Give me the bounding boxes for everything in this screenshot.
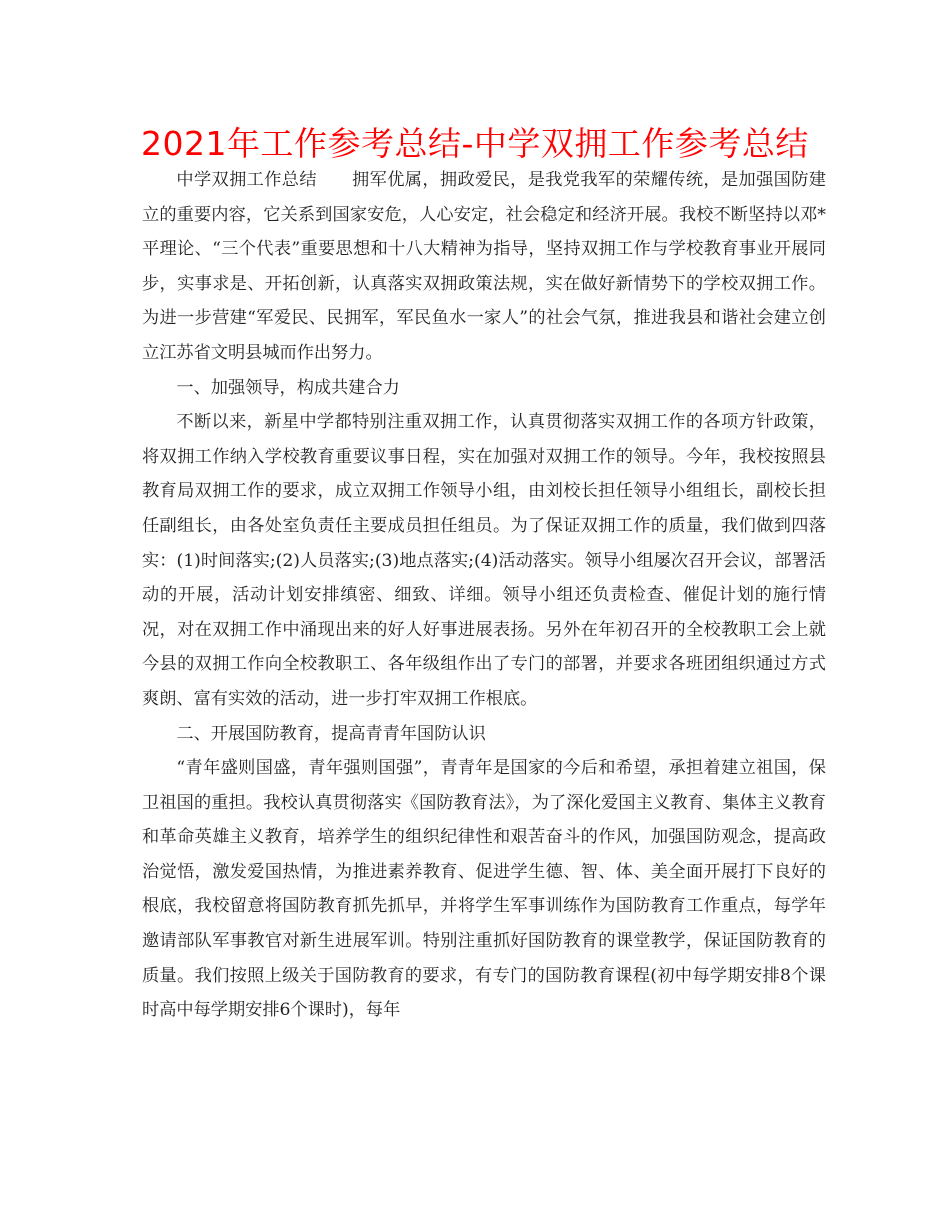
document-title: 2021年工作参考总结-中学双拥工作参考总结: [141, 124, 809, 163]
document-body: [142, 163, 826, 1028]
paragraph-defense-education: “青年盛则国盛，青年强则国强”，青青年是国家的今后和希望，承担着建立祖国，保卫祖国的重担。我校认真贯彻落实《国防教育法》，为了深化爱国主义教育、集体主义教育和革命英雄主义教育，培养学生的组织纪律性和艰苦奋斗的作风，加强国防观念，提高政治觉悟，激发爱国热情，为推进素养教育、促进学生德、智、体、美全面开展打下良好的根底，我校留意将国防教育抓先抓早，并将学生军事训练作为国防教育工作重点，每学年邀请部队军事教官对新生进展军训。特别注重抓好国防教育的课堂教学，保证国防教育的质量。我们按照上级关于国防教育的要求，有专门的国防教育课程(初中每学期安排8个课时高中每学期安排6个课时)，每年: [142, 758, 826, 1021]
paragraph-leadership: 不断以来，新星中学都特别注重双拥工作，认真贯彻落实双拥工作的各项方针政策，将双拥工作纳入学校教育重要议事日程，实在加强对双拥工作的领导。今年，我校按照县教育局双拥工作的要求，成立双拥工作领导小组，由刘校长担任领导小组组长，副校长担任副组长，由各处室负责任主要成员担任组员。为了保证双拥工作的质量，我们做到四落实：(1)时间落实;(2)人员落实;(3)地点落实;(4)活动落实。领导小组屡次召开会议，部署活动的开展，活动计划安排缜密、细致、详细。领导小组还负责检查、催促计划的施行情况，对在双拥工作中涌现出来的好人好事进展表扬。另外在年初召开的全校教职工会上就今县的双拥工作向全校教职工、各年级组作出了专门的部署，并要求各班团组织通过方式爽朗、富有实效的活动，进一步打牢双拥工作根底。: [142, 412, 826, 709]
section-heading-1: 一、加强领导，构成共建合力: [176, 377, 400, 398]
paragraph-intro: 中学双拥工作总结 拥军优属，拥政爱民，是我党我军的荣耀传统，是加强国防建立的重要内容，它关系到国家安危，人心安定，社会稳定和经济开展。我校不断坚持以邓*平理论、“三个代表”重要思想和十八大精神为指导，坚持双拥工作与学校教育事业开展同步，实事求是、开拓创新，认真落实双拥政策法规，实在做好新情势下的学校双拥工作。为进一步营建“军爱民、民拥军，军民鱼水一家人”的社会气氛，推进我县和谐社会建立创立江苏省文明县城而作出努力。: [142, 170, 826, 363]
section-heading-2: 二、开展国防教育，提高青青年国防认识: [176, 723, 486, 744]
